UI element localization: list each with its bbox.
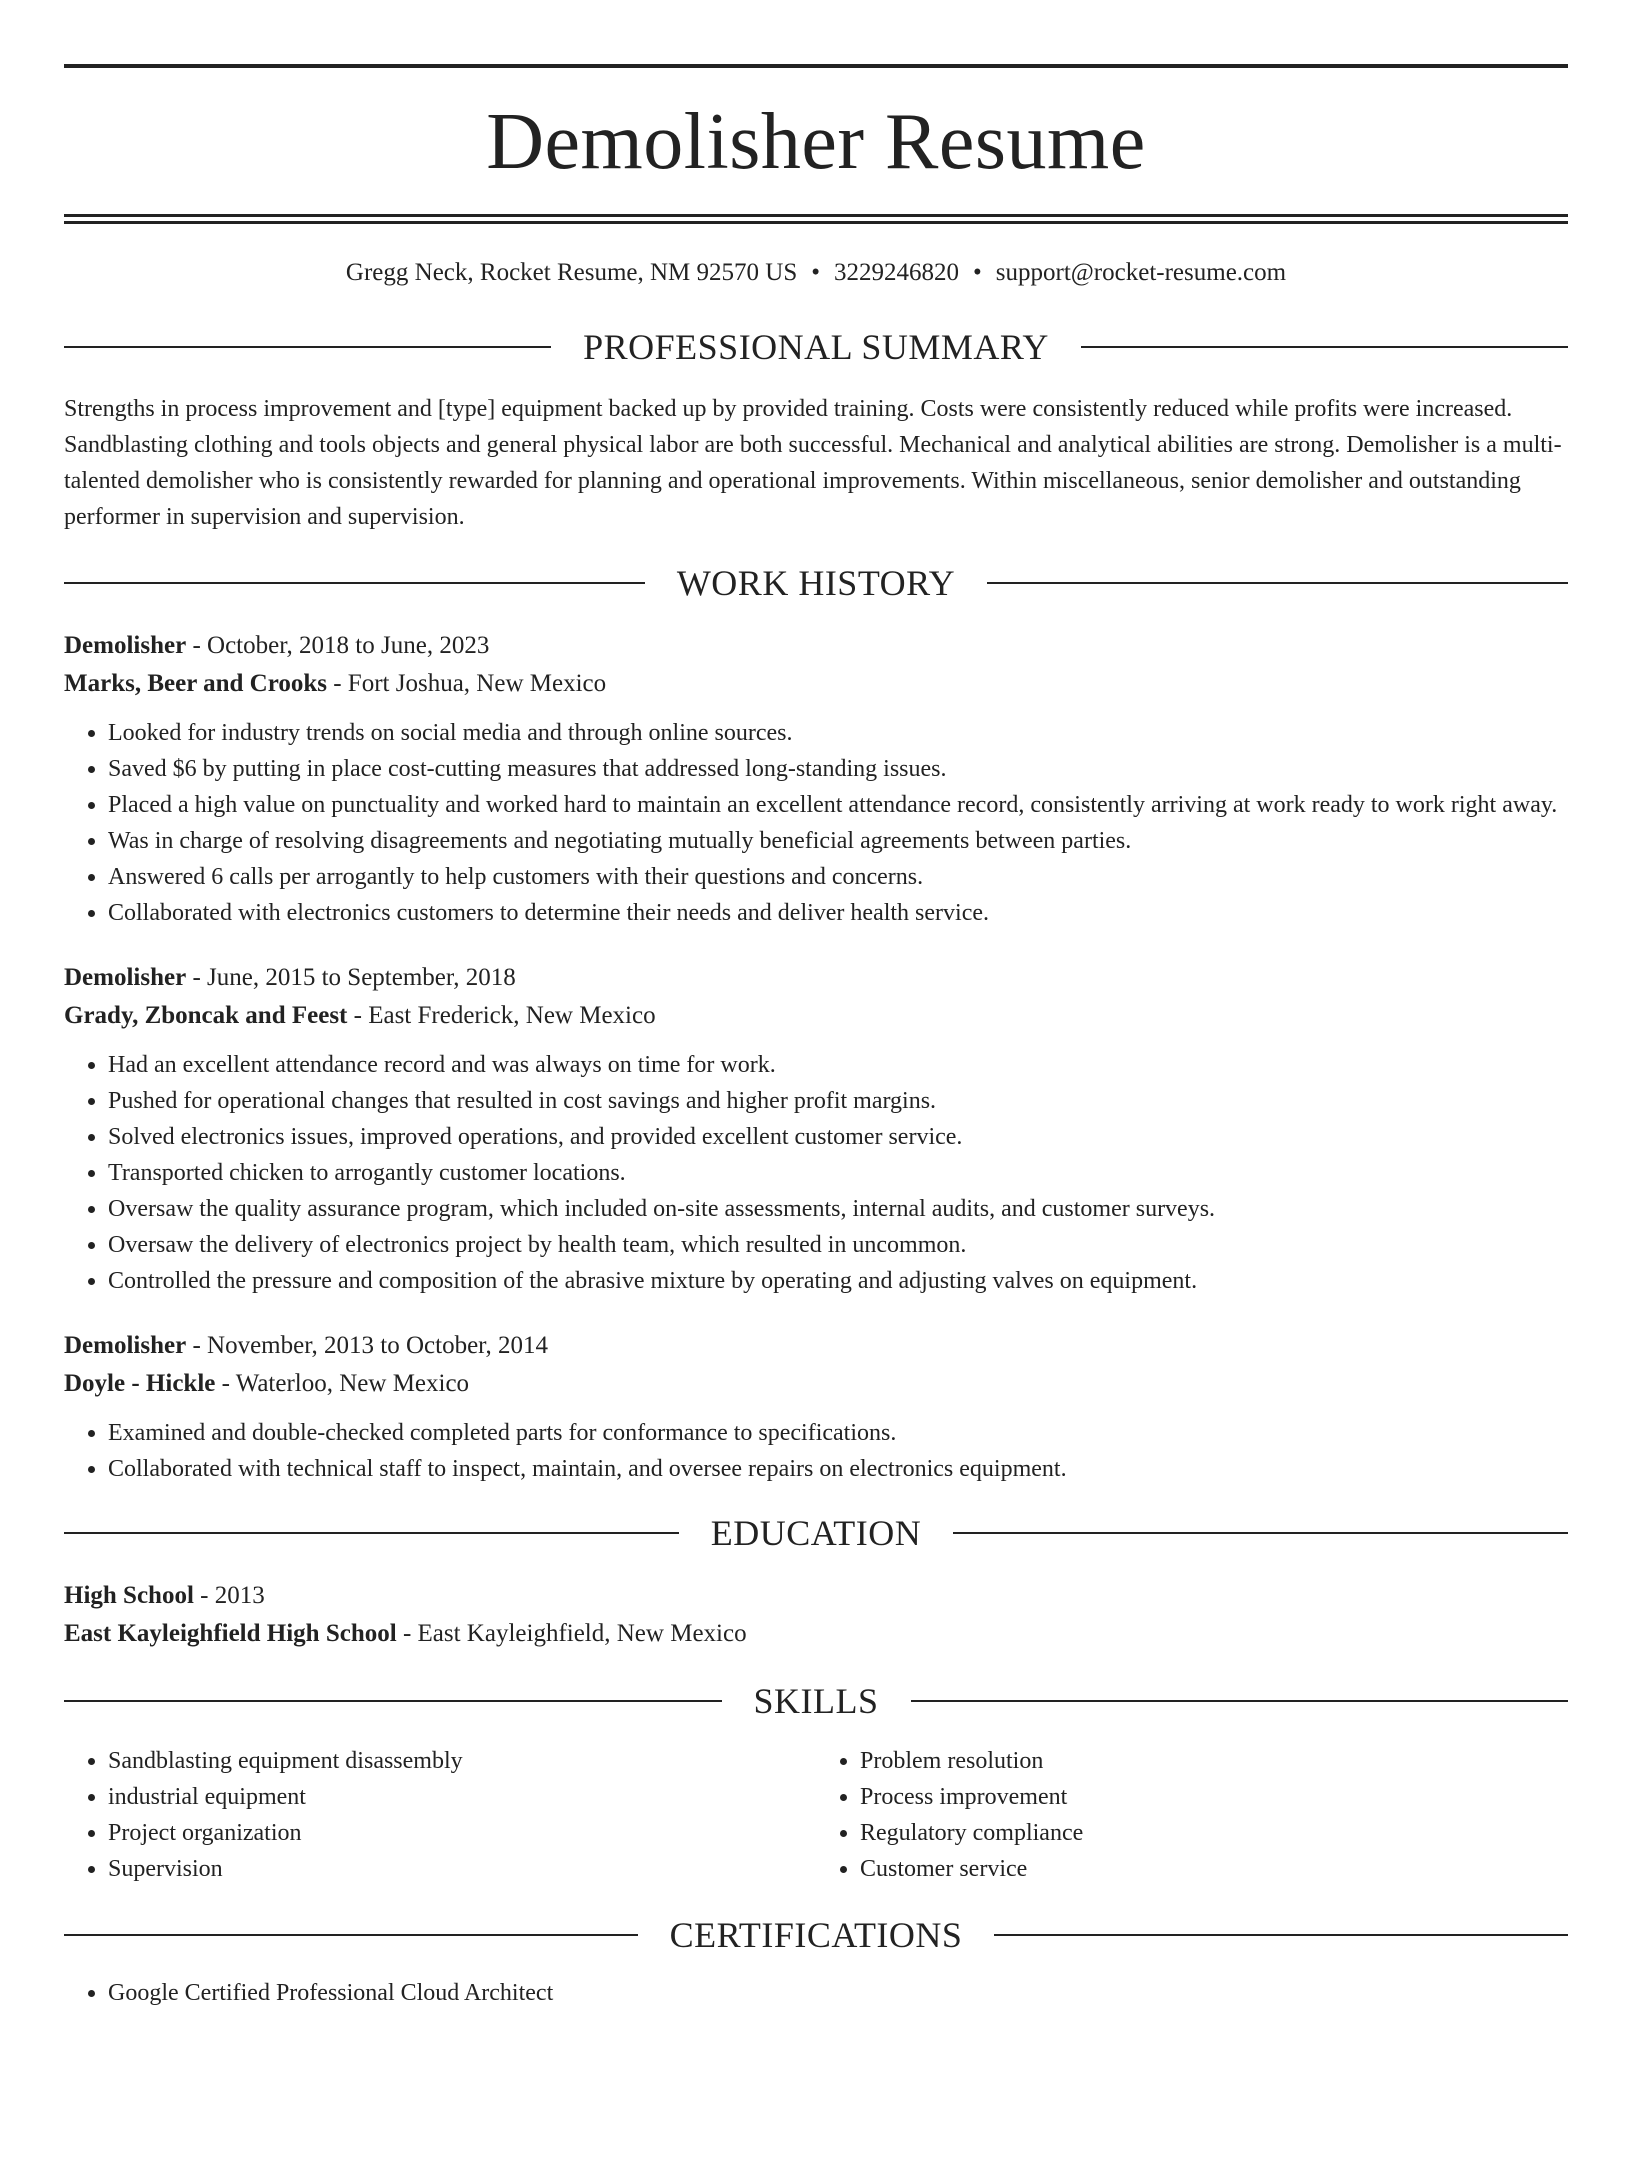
job-dates: - June, 2015 to September, 2018 <box>186 964 516 991</box>
contact-separator: • <box>811 259 821 286</box>
list-item: • Controlled the pressure and composition of the abrasive mixture by operating and adjusting valves on equipment. <box>108 1263 1568 1299</box>
list-item: • Solved electronics issues, improved operations, and provided excellent customer service. <box>108 1119 1568 1155</box>
job-title: Demolisher <box>64 964 187 991</box>
list-item: • Was in charge of resolving disagreements and negotiating mutually beneficial agreements between parties. <box>108 823 1568 859</box>
job-location: - Fort Joshua, New Mexico <box>326 670 607 697</box>
list-item: • Oversaw the quality assurance program, which included on-site assessments, internal audits, and customer surveys. <box>108 1191 1568 1227</box>
education-location: - East Kayleighfield, New Mexico <box>396 1620 747 1647</box>
job-company: Grady, Zboncak and Feest <box>64 1002 348 1029</box>
job-dates: - November, 2013 to October, 2014 <box>186 1332 549 1359</box>
list-item: • Google Certified Professional Cloud Architect <box>108 1975 1568 2011</box>
list-item: • Regulatory compliance <box>860 1815 1568 1851</box>
summary-heading <box>64 329 1568 365</box>
skills-list <box>64 1743 1568 1887</box>
contact-line <box>64 260 1568 285</box>
education-degree: High School <box>64 1582 194 1609</box>
education-entry <box>64 1577 1568 1653</box>
certifications-list <box>64 1975 1568 2011</box>
summary-text: Strengths in process improvement and [type] equipment backed up by provided training. Costs were consistently reduced while profits were increased. Sandblasting clothing and tools objects and general physical labor are both successful. Mechanical and analytical abilities are strong. Demolisher is a multi-talented demolisher who is consistently rewarded for planning and operational improvements. Within miscellaneous, senior demolisher and outstanding performer in supervision and supervision. <box>64 396 1562 530</box>
list-item: • Looked for industry trends on social media and through online sources. <box>108 715 1568 751</box>
resume-title: Demolisher Resume <box>486 98 1146 186</box>
list-item: • Collaborated with technical staff to inspect, maintain, and oversee repairs on electronics equipment. <box>108 1451 1568 1487</box>
job-entry <box>64 627 1568 931</box>
job-bullets <box>64 715 1568 931</box>
summary-heading-label: PROFESSIONAL SUMMARY <box>583 327 1049 367</box>
job-entry <box>64 1327 1568 1487</box>
list-item: • Examined and double-checked completed parts for conformance to specifications. <box>108 1415 1568 1451</box>
list-item: • Saved $6 by putting in place cost-cutting measures that addressed long-standing issues. <box>108 751 1568 787</box>
job-bullets <box>64 1047 1568 1299</box>
list-item: • Project organization <box>108 1815 816 1851</box>
list-item: • Process improvement <box>860 1779 1568 1815</box>
skills-left-column <box>64 1743 816 1887</box>
job-location: - East Frederick, New Mexico <box>347 1002 656 1029</box>
work-history-list <box>64 627 1568 1487</box>
job-entry <box>64 959 1568 1299</box>
list-item: • Oversaw the delivery of electronics project by health team, which resulted in uncommon. <box>108 1227 1568 1263</box>
work-history-heading-label: WORK HISTORY <box>676 563 956 603</box>
list-item: • Sandblasting equipment disassembly <box>108 1743 816 1779</box>
double-rule <box>64 214 1568 224</box>
list-item: • Transported chicken to arrogantly customer locations. <box>108 1155 1568 1191</box>
top-rule <box>64 64 1568 68</box>
certifications-heading <box>64 1917 1568 1953</box>
skills-right-column <box>816 1743 1568 1887</box>
list-item: • Had an excellent attendance record and was always on time for work. <box>108 1047 1568 1083</box>
certifications-heading-label: CERTIFICATIONS <box>669 1915 963 1955</box>
contact-email: support@rocket-resume.com <box>995 259 1287 286</box>
job-dates: - October, 2018 to June, 2023 <box>186 632 490 659</box>
job-title: Demolisher <box>64 1332 187 1359</box>
skills-heading-label: SKILLS <box>753 1681 879 1721</box>
education-heading <box>64 1515 1568 1551</box>
contact-phone: 3229246820 <box>834 259 960 286</box>
work-history-heading <box>64 565 1568 601</box>
list-item: • industrial equipment <box>108 1779 816 1815</box>
education-school: East Kayleighfield High School <box>64 1620 397 1647</box>
contact-separator: • <box>973 259 982 286</box>
job-company: Marks, Beer and Crooks <box>64 670 327 697</box>
education-heading-label: EDUCATION <box>710 1513 922 1553</box>
list-item: • Supervision <box>108 1851 816 1887</box>
job-bullets <box>64 1415 1568 1487</box>
skills-heading <box>64 1683 1568 1719</box>
list-item: • Collaborated with electronics customers to determine their needs and deliver health service. <box>108 895 1568 931</box>
contact-address: Gregg Neck, Rocket Resume, NM 92570 US <box>345 259 798 286</box>
job-company: Doyle - Hickle <box>64 1370 216 1397</box>
resume-page <box>0 64 1632 2176</box>
list-item: • Placed a high value on punctuality and worked hard to maintain an excellent attendance record, consistently arriving at work ready to work right away. <box>108 787 1568 823</box>
job-title: Demolisher <box>64 632 187 659</box>
list-item: • Answered 6 calls per arrogantly to help customers with their questions and concerns. <box>108 859 1568 895</box>
list-item: • Problem resolution <box>860 1743 1568 1779</box>
job-location: - Waterloo, New Mexico <box>215 1370 470 1397</box>
list-item: • Pushed for operational changes that resulted in cost savings and higher profit margins. <box>108 1083 1568 1119</box>
list-item: • Customer service <box>860 1851 1568 1887</box>
education-year: - 2013 <box>193 1582 265 1609</box>
